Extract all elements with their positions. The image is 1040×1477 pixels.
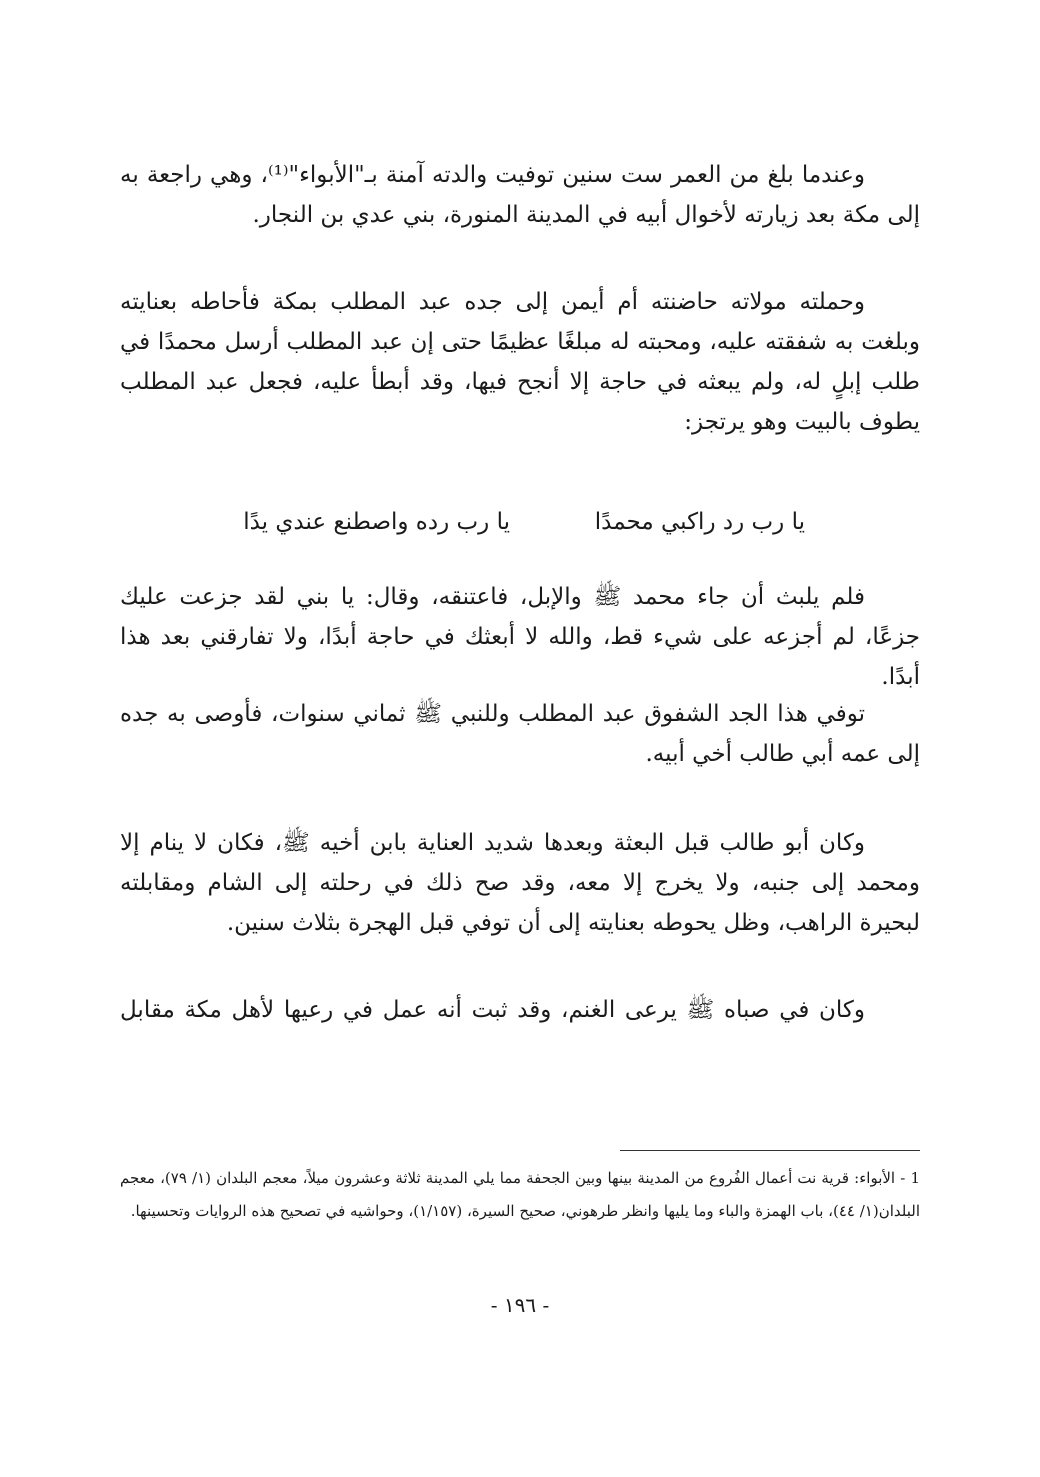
footnote-text: الأبواء: قرية نت أعمال الفُروع من المدينة بينها وبين الجحفة مما يلي المدينة ثلاثة وعشرون ميلاً، معجم البلدان (١/ ٧٩)، معجم البلدان(١/ ٤٤)، باب الهمزة والباء وما يليها وانظر طرهوني، صحيح السيرة، (١/١٥٧)، وحواشيه في تصحيح هذه الروايات وتحسينها. xyxy=(120,1169,920,1220)
footnote xyxy=(120,1162,920,1228)
paragraph-text: فلم يلبث أن جاء محمد ﷺ والإبل، فاعتنقه، وقال: يا بني لقد جزعت عليك جزعًا، لم أجزعه على شيء قط، والله لا أبعثك في حاجة أبدًا، ولا تفارقني بعد هذا أبدًا. xyxy=(120,584,920,690)
paragraph-abu-talib xyxy=(120,823,920,943)
paragraph-text: توفي هذا الجد الشفوق عبد المطلب وللنبي ﷺ ثماني سنوات، فأوصى به جده إلى عمه أبي طالب أخي أبيه. xyxy=(120,701,920,767)
paragraph-text: وحملته مولاته حاضنته أم أيمن إلى جده عبد المطلب بمكة فأحاطه بعنايته وبلغت به شفقته عليه، ومحبته له مبلغًا عظيمًا حتى إن عبد المطلب أرسل محمدًا في طلب إبلٍ له، ولم يبعثه في حاجة إلا أنجح فيها، وقد أبطأ عليه، فجعل عبد المطلب يطوف بالبيت وهو يرتجز: xyxy=(120,289,920,435)
paragraph-shepherding xyxy=(120,990,920,1030)
paragraph-text: وعندما بلغ من العمر ست سنين توفيت والدته آمنة بـ"الأبواء"⁽¹⁾، وهي راجعة به إلى مكة بعد زيارته لأخوال أبيه في المدينة المنورة، بني عدي بن النجار. xyxy=(120,162,920,228)
poetry-verse xyxy=(120,502,920,542)
verse-second-hemistich: يا رب رده واصطنع عندي يدًا xyxy=(243,509,510,535)
paragraph-grandfather-care xyxy=(120,282,920,442)
paragraph-grandfather-death xyxy=(120,694,920,774)
verse-first-hemistich: يا رب رد راكبي محمدًا xyxy=(594,509,805,535)
footnote-marker: 1 - xyxy=(900,1169,920,1187)
paragraph-mother-death xyxy=(120,155,920,235)
paragraph-text: وكان أبو طالب قبل البعثة وبعدها شديد العناية بابن أخيه ﷺ، فكان لا ينام إلا ومحمد إلى جنبه، ولا يخرج إلا معه، وقد صح ذلك في رحلته إلى الشام ومقابلته لبحيرة الراهب، وظل يحوطه بعنايته إلى أن توفي قبل الهجرة بثلاث سنين. xyxy=(120,830,920,936)
paragraph-text: وكان في صباه ﷺ يرعى الغنم، وقد ثبت أنه عمل في رعيها لأهل مكة مقابل xyxy=(120,997,865,1023)
page-number: - ١٩٦ - xyxy=(490,1293,550,1317)
paragraph-return-with-camels xyxy=(120,577,920,697)
footnote-divider xyxy=(620,1150,920,1151)
